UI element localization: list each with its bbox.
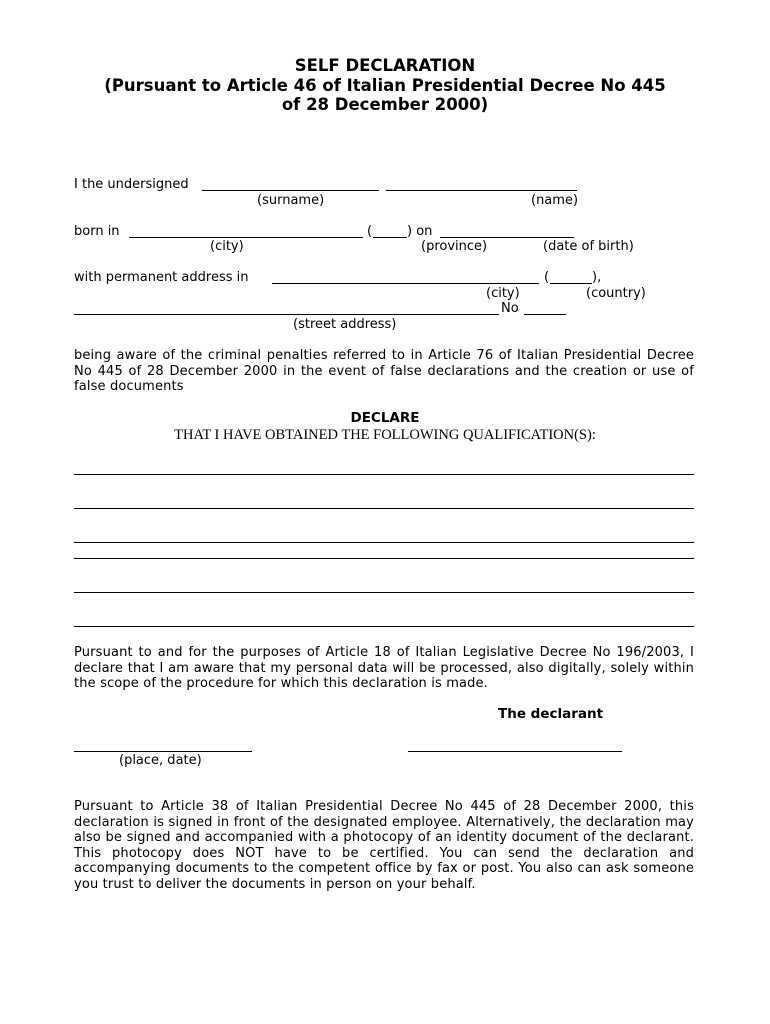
address-city-field[interactable] bbox=[272, 283, 539, 284]
dob-caption: (date of birth) bbox=[543, 239, 634, 254]
declare-subheading: THAT I HAVE OBTAINED THE FOLLOWING QUALIFICATION(S): bbox=[174, 427, 596, 443]
birth-city-field[interactable] bbox=[129, 237, 363, 238]
declarant-label: The declarant bbox=[498, 706, 604, 722]
privacy-paragraph: Pursuant to and for the purposes of Article 18 of Italian Legislative Decree No 196/2003, I declare that I am aware that my personal data will be processed, also digitally, solely within the scope of the procedure for which this declaration is made. bbox=[74, 645, 694, 692]
street-field[interactable] bbox=[74, 314, 499, 315]
qualification-line[interactable] bbox=[74, 508, 694, 509]
surname-field[interactable] bbox=[202, 190, 379, 191]
qualification-line[interactable] bbox=[74, 542, 694, 543]
qualification-line[interactable] bbox=[74, 592, 694, 593]
birth-province-field[interactable] bbox=[373, 237, 407, 238]
country-caption: (country) bbox=[586, 286, 646, 301]
undersigned-label: I the undersigned bbox=[74, 177, 189, 192]
title-line-3: of 28 December 2000) bbox=[281, 95, 489, 114]
surname-caption: (surname) bbox=[257, 193, 325, 208]
city-caption: (city) bbox=[210, 239, 244, 254]
awareness-paragraph: being aware of the criminal penalties referred to in Article 76 of Italian Presidential Decree No 445 of 28 December 2000 in the event of false declarations and the creation or use of false documents bbox=[74, 348, 694, 395]
province-paren-open: ( bbox=[367, 224, 373, 239]
qualification-line[interactable] bbox=[74, 474, 694, 475]
country-paren-close: ), bbox=[592, 270, 602, 285]
signature-field[interactable] bbox=[408, 751, 622, 752]
qualification-line[interactable] bbox=[74, 626, 694, 627]
address-country-field[interactable] bbox=[550, 283, 592, 284]
address-city-caption: (city) bbox=[486, 286, 520, 301]
footer-paragraph: Pursuant to Article 38 of Italian Presidential Decree No 445 of 28 December 2000, this declaration is signed in front of the designated employee. Alternatively, the declaration may also be signed and accompanied with a photocopy of an identity document of the declarant. This photocopy does NOT have to be certified. You can send the declaration and accompanying documents to the competent office by fax or post. You also can ask someone you trust to deliver the documents in person on your behalf. bbox=[74, 799, 694, 892]
name-field[interactable] bbox=[386, 190, 577, 191]
qualification-line[interactable] bbox=[74, 558, 694, 559]
street-caption: (street address) bbox=[293, 317, 397, 332]
place-date-caption: (place, date) bbox=[119, 753, 202, 768]
birth-date-field[interactable] bbox=[440, 237, 574, 238]
place-date-field[interactable] bbox=[74, 751, 252, 752]
country-paren-open: ( bbox=[544, 270, 550, 285]
declare-heading: DECLARE bbox=[350, 410, 420, 426]
title-line-2: (Pursuant to Article 46 of Italian Presidential Decree No 445 bbox=[104, 76, 666, 95]
title-line-1: SELF DECLARATION bbox=[294, 56, 476, 75]
number-label: No bbox=[501, 301, 519, 316]
province-caption: (province) bbox=[421, 239, 488, 254]
province-paren-close: ) on bbox=[407, 224, 433, 239]
street-number-field[interactable] bbox=[524, 314, 566, 315]
address-label: with permanent address in bbox=[74, 270, 249, 285]
born-in-label: born in bbox=[74, 224, 120, 239]
name-caption: (name) bbox=[531, 193, 579, 208]
